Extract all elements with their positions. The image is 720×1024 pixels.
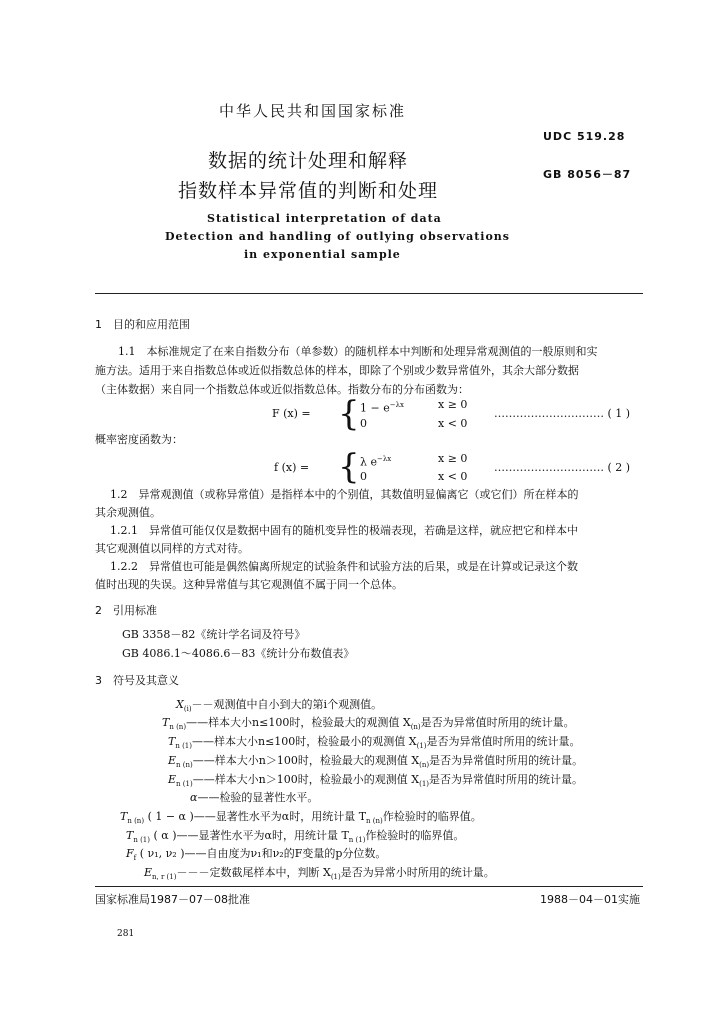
header-divider [95, 293, 643, 294]
symbol-t-nn: $T_{n (n)}——$样本大小n≤100时，检验最大的观测值 $X_{(n)}$是否为异常值时所用的统计量。 [162, 716, 575, 732]
symbol-f-quantile: $F_f$ ( ν₁, ν₂ )——自由度为ν₁和ν₂的F变量的p分位数。 [126, 847, 387, 863]
formula-2-cond1: x ≥ 0 [438, 452, 468, 465]
symbol-x-i: $X_{(i)}--$观测值中自小到大的第i个观测值。 [176, 698, 383, 714]
formula-1-lhs: F (x) = [272, 407, 311, 420]
para-1-2-line2: 其余观测值。 [95, 506, 161, 519]
page-number: 281 [117, 929, 135, 939]
effective-date: 1988－04－01实施 [540, 893, 640, 906]
para-1-2-2-line2: 值时出现的失误。这种异常值与其它观测值不属于同一个总体。 [95, 578, 403, 591]
reference-1: GB 3358－82《统计学名词及符号》 [122, 628, 306, 641]
symbol-t-nn-critical: $T_{n (n)}$ ( 1 − α )——显著性水平为α时，用统计量 $T_{n (n)}$作检验时的临界值。 [120, 810, 482, 826]
formula-1-case1: $1 - e^{-\lambda x}$ [360, 401, 404, 415]
formula-2-case2: 0 [360, 470, 367, 483]
formula-2-brace: { [338, 447, 360, 487]
formula-2-cond2: x < 0 [438, 470, 468, 483]
formula-1-number: ………………………… ( 1 ) [494, 407, 631, 420]
symbol-alpha: α——检验的显著性水平。 [190, 791, 319, 804]
section-3-heading: 3 符号及其意义 [95, 674, 179, 687]
formula-1-brace: { [338, 394, 360, 434]
density-label: 概率密度函数为： [95, 433, 183, 446]
para-1-2-line1: 1.2 异常观测值（或称异常值）是指样本中的个别值，其数值明显偏离它（或它们）所在样本的 [110, 488, 579, 501]
title-en-line2: Detection and handling of outlying observations [165, 230, 510, 243]
national-standard-heading: 中华人民共和国国家标准 [219, 102, 407, 120]
formula-2-number: ………………………… ( 2 ) [494, 461, 631, 474]
title-en-line3: in exponential sample [244, 248, 401, 261]
title-zh-line2: 指数样本异常值的判断和处理 [178, 180, 439, 202]
title-en-line1: Statistical interpretation of data [207, 212, 442, 225]
para-1-2-1-line1: 1.2.1 异常值可能仅仅是数据中固有的随机变异性的极端表现，若确是这样，就应把它和样本中 [110, 524, 578, 537]
para-1-1-line2: 施方法。适用于来自指数总体或近似指数总体的样本，即除了个别或少数异常值外，其余大部分数据 [95, 364, 579, 377]
gb-code: GB 8056－87 [543, 168, 632, 181]
footer-divider [95, 886, 643, 887]
para-1-1-line1: 1.1 本标准规定了在来自指数分布（单参数）的随机样本中判断和处理异常观测值的一般原则和实 [118, 345, 598, 358]
para-1-1-line3: （主体数据）来自同一个指数总体或近似指数总体。指数分布的分布函数为： [95, 383, 469, 396]
title-zh-line1: 数据的统计处理和解释 [208, 150, 409, 172]
formula-1-case2: 0 [360, 417, 367, 430]
symbol-e-nn: $E_{n (n)}——$样本大小n＞100时，检验最大的观测值 $X_{(n)}$是否为异常值时所用的统计量。 [168, 754, 584, 770]
formula-2-lhs: f (x) = [274, 461, 310, 474]
symbol-t-n1-critical: $T_{n (1)}$ ( α )——显著性水平为α时，用统计量 $T_{n (1)}$作检验时的临界值。 [126, 829, 465, 845]
symbol-e-n1: $E_{n (1)}——$样本大小n＞100时，检验最小的观测值 $X_{(1)}$是否为异常值时所用的统计量。 [168, 773, 584, 789]
para-1-2-2-line1: 1.2.2 异常值也可能是偶然偏离所规定的试验条件和试验方法的后果，或是在计算或记录这个数 [110, 560, 578, 573]
formula-2-case1: λ $e^{-\lambda x}$ [360, 455, 392, 469]
symbol-t-n1: $T_{n (1)}——$样本大小n≤100时，检验最小的观测值 $X_{(1)}$是否为异常值时所用的统计量。 [168, 735, 581, 751]
formula-1-cond1: x ≥ 0 [438, 398, 468, 411]
reference-2: GB 4086.1～4086.6－83《统计分布数值表》 [122, 647, 355, 660]
para-1-2-1-line2: 其它观测值以同样的方式对待。 [95, 542, 249, 555]
approval-date: 国家标准局1987－07－08批准 [95, 893, 250, 906]
formula-1-cond2: x < 0 [438, 417, 468, 430]
udc-code: UDC 519.28 [543, 130, 626, 143]
symbol-e-nr1: $E_{n, r (1)}---$定数截尾样本中，判断 $X_{(1)}$是否为异常小时所用的统计量。 [144, 866, 495, 882]
section-2-heading: 2 引用标准 [95, 604, 157, 617]
section-1-heading: 1 目的和应用范围 [95, 318, 190, 331]
